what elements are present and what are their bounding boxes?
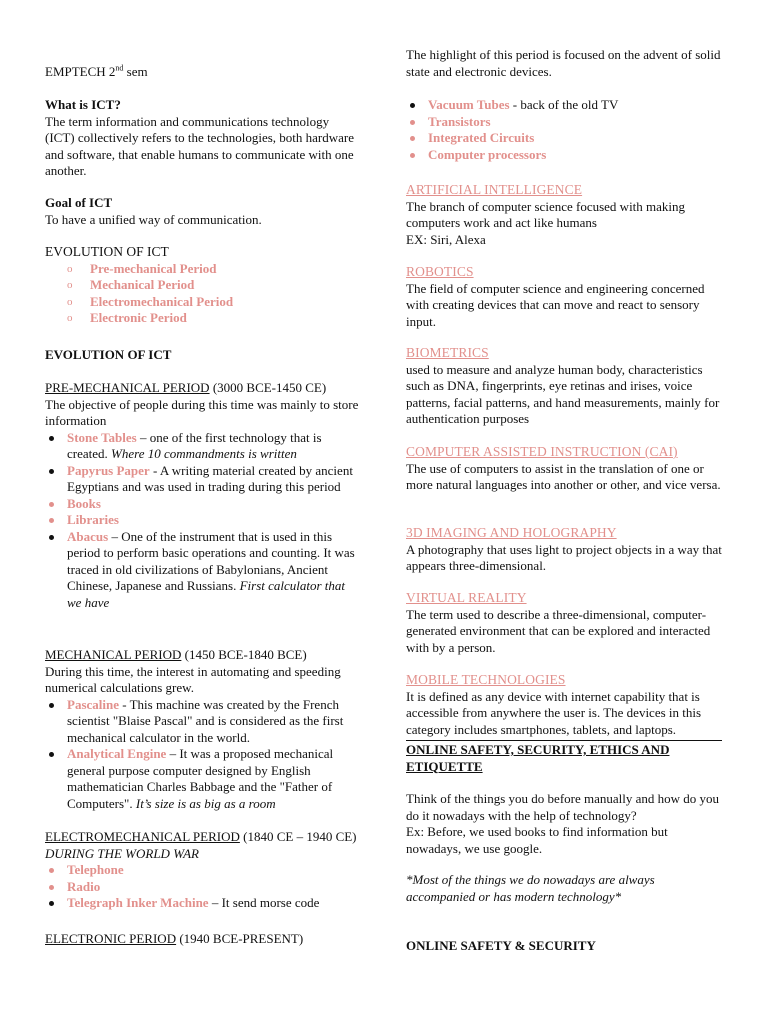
goal-title: Goal of ICT bbox=[45, 195, 113, 210]
section-title: MOBILE TECHNOLOGIES bbox=[406, 672, 566, 687]
ai-section bbox=[406, 182, 726, 248]
list-item: Radio bbox=[45, 879, 360, 896]
electronic-intro: The highlight of this period is focused on the advent of solid state and electronic devices. bbox=[406, 47, 721, 79]
cai-section bbox=[406, 444, 726, 494]
online-body: Think of the things you do before manually and how do you do it nowadays with the help of technology? bbox=[406, 791, 720, 823]
mechanical-heading: MECHANICAL PERIOD (1450 BCE-1840 BCE) bbox=[45, 647, 307, 662]
evolution-item: o Mechanical Period bbox=[67, 277, 195, 292]
online-example: Ex: Before, we used books to find information but nowadays, we use google. bbox=[406, 824, 668, 856]
electronic-heading: ELECTRONIC PERIOD (1940 BCE-PRESENT) bbox=[45, 931, 304, 946]
section-body: The term used to describe a three-dimensional, computer- generated environment that can be explored and interacted with by a person. bbox=[406, 606, 711, 655]
evolution-item: o Pre-mechanical Period bbox=[67, 260, 217, 276]
list-item: Abacus – One of the instrument that is used in this period to perform basic operations and counting. It was traced in old civilizations of Babylonians, Ancient Chinese, Japanese and Russians. First calculator that we have bbox=[45, 529, 360, 612]
list-item: Libraries bbox=[45, 512, 360, 529]
list-item: Telephone bbox=[45, 862, 360, 879]
list-item: Computer processors bbox=[406, 147, 726, 164]
premechanical-list bbox=[45, 430, 360, 612]
robotics-section bbox=[406, 264, 726, 330]
list-item: Analytical Engine – It was a proposed mechanical general purpose computer designed by English mathematician Charles Babbage and the "Father of Computers". It’s size is as big as a room bbox=[45, 746, 360, 812]
section-body: The branch of computer science focused with making computers work and act like humans bbox=[406, 198, 686, 230]
goal-section bbox=[45, 195, 360, 228]
list-item: Vacuum Tubes - back of the old TV bbox=[406, 97, 726, 114]
list-item: Books bbox=[45, 496, 360, 513]
section-body: A photography that uses light to project objects in a way that appears three-dimensional. bbox=[406, 541, 722, 573]
evolution-item: o Electronic Period bbox=[67, 310, 187, 325]
online-note: *Most of the things we do nowadays are always accompanied or has modern technology* bbox=[406, 872, 655, 904]
mechanical-section bbox=[45, 647, 360, 812]
mechanical-list bbox=[45, 697, 360, 813]
list-item: Telegraph Inker Machine – It send morse code bbox=[45, 895, 360, 912]
section-body: used to measure and analyze human body, characteristics such as DNA, fingerprints, eye retinas and irises, voice patterns, facial patterns, and hand measurements, mainly for authentication purposes bbox=[406, 361, 720, 426]
goal-body: To have a unified way of communication. bbox=[45, 211, 262, 227]
imaging-section bbox=[406, 525, 726, 575]
list-item: Pascaline - This machine was created by the French scientist "Blaise Pascal" and is considered as the first mechanical calculator in the world. bbox=[45, 697, 360, 747]
section-body: The field of computer science and engineering concerned with creating devices that can move and react to sensory input. bbox=[406, 280, 705, 329]
section-body: It is defined as any device with internet capability that is accessible from anywhere the user is. The devices in this category includes smartphones, tablets, and laptops. bbox=[406, 688, 702, 737]
section-title: VIRTUAL REALITY bbox=[406, 590, 527, 605]
evolution-title-2: EVOLUTION OF ICT bbox=[45, 347, 172, 362]
list-item: Stone Tables – one of the first technology that is created. Where 10 commandments is written bbox=[45, 430, 360, 463]
vr-section bbox=[406, 590, 726, 656]
devices-list bbox=[406, 97, 726, 163]
mechanical-intro: During this time, the interest in automating and speeding numerical calculations grew. bbox=[45, 663, 341, 695]
evolution-item: o Electromechanical Period bbox=[67, 293, 234, 309]
section-title: 3D IMAGING AND HOLOGRAPHY bbox=[406, 525, 617, 540]
section-body: The use of computers to assist in the translation of one or more natural languages into another or other, and vice versa. bbox=[406, 460, 721, 492]
premechanical-section bbox=[45, 380, 360, 611]
list-item: Transistors bbox=[406, 114, 726, 131]
doc-header: EMPTECH 2nd sem bbox=[45, 63, 148, 79]
evolution-section bbox=[45, 244, 360, 327]
section-title: ARTIFICIAL INTELLIGENCE bbox=[406, 182, 583, 197]
section-title: COMPUTER ASSISTED INSTRUCTION (CAI) bbox=[406, 444, 678, 459]
electromechanical-list bbox=[45, 862, 360, 912]
electromechanical-heading: ELECTROMECHANICAL PERIOD (1840 CE – 1940 CE) DURING THE WORLD WAR bbox=[45, 829, 357, 861]
evolution-title: EVOLUTION OF ICT bbox=[45, 244, 169, 259]
electromechanical-section bbox=[45, 829, 360, 912]
premechanical-intro: The objective of people during this time was mainly to store information bbox=[45, 396, 359, 428]
section-title: BIOMETRICS bbox=[406, 345, 489, 360]
evolution-list bbox=[45, 261, 360, 327]
what-is-ict-section bbox=[45, 97, 360, 180]
biometrics-section bbox=[406, 345, 726, 428]
list-item: Papyrus Paper - A writing material created by ancient Egyptians and was used in trading during this period bbox=[45, 463, 360, 496]
safety-title: ONLINE SAFETY & SECURITY bbox=[406, 938, 596, 953]
section-extra: EX: Siri, Alexa bbox=[406, 231, 486, 247]
what-is-ict-body: The term information and communications technology (ICT) collectively refers to the technologies, both hardware and software, that enable humans to communicate with one another. bbox=[45, 113, 354, 178]
mobile-section bbox=[406, 672, 726, 738]
divider bbox=[406, 740, 722, 741]
list-item: Integrated Circuits bbox=[406, 130, 726, 147]
section-title: ROBOTICS bbox=[406, 264, 474, 279]
premechanical-heading: PRE-MECHANICAL PERIOD (3000 BCE-1450 CE) bbox=[45, 380, 327, 395]
what-is-ict-title: What is ICT? bbox=[45, 97, 121, 112]
online-title: ONLINE SAFETY, SECURITY, ETHICS AND ETIQUETTE bbox=[406, 742, 670, 774]
